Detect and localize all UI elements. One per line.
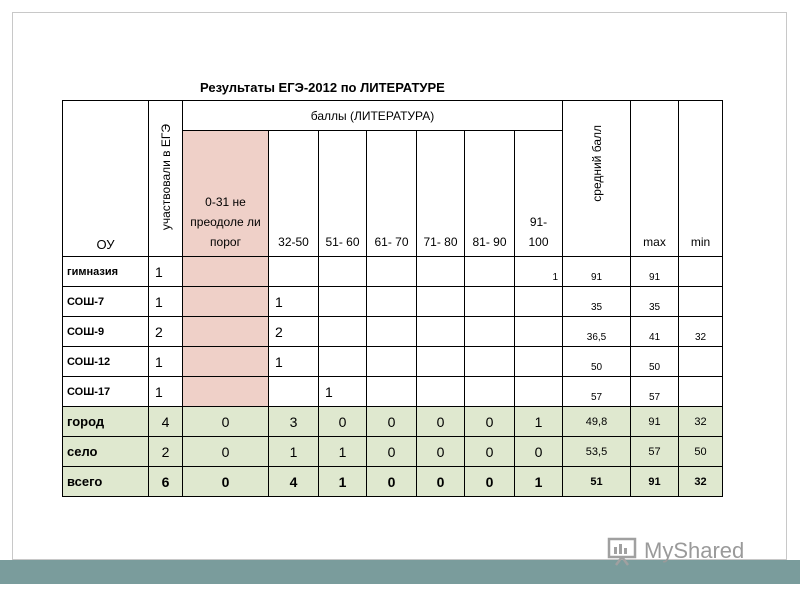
cell-max: 35 xyxy=(631,287,679,317)
row-participated: 2 xyxy=(149,437,183,467)
summary-row xyxy=(63,437,723,467)
cell-range-2: 1 xyxy=(319,467,367,497)
summary-row xyxy=(63,407,723,437)
header-min: min xyxy=(679,101,723,257)
cell-range-4: 0 xyxy=(417,407,465,437)
cell-min: 32 xyxy=(679,317,723,347)
cell-range-0 xyxy=(183,377,269,407)
cell-avg: 57 xyxy=(563,377,631,407)
row-participated: 6 xyxy=(149,467,183,497)
cell-range-6: 1 xyxy=(515,467,563,497)
cell-avg: 35 xyxy=(563,287,631,317)
cell-range-6 xyxy=(515,347,563,377)
cell-max: 41 xyxy=(631,317,679,347)
cell-avg: 51 xyxy=(563,467,631,497)
cell-range-4 xyxy=(417,317,465,347)
cell-avg: 36,5 xyxy=(563,317,631,347)
table-row xyxy=(63,317,723,347)
cell-range-4: 0 xyxy=(417,467,465,497)
cell-min xyxy=(679,287,723,317)
header-ou: ОУ xyxy=(63,101,149,257)
table-title: Результаты ЕГЭ-2012 по ЛИТЕРАТУРЕ xyxy=(200,80,445,95)
cell-range-5 xyxy=(465,377,515,407)
row-participated: 2 xyxy=(149,317,183,347)
cell-min: 32 xyxy=(679,467,723,497)
cell-range-2: 1 xyxy=(319,437,367,467)
header-max: max xyxy=(631,101,679,257)
cell-range-5: 0 xyxy=(465,467,515,497)
header-participated: участвовали в ЕГЭ xyxy=(149,101,183,257)
cell-range-1: 3 xyxy=(269,407,319,437)
header-range-5: 81- 90 xyxy=(465,131,515,257)
cell-range-1 xyxy=(269,257,319,287)
cell-range-2: 0 xyxy=(319,407,367,437)
cell-range-6: 1 xyxy=(515,407,563,437)
cell-range-1: 1 xyxy=(269,437,319,467)
cell-range-5 xyxy=(465,317,515,347)
cell-range-5 xyxy=(465,287,515,317)
header-range-4: 71- 80 xyxy=(417,131,465,257)
cell-range-0 xyxy=(183,347,269,377)
cell-range-3 xyxy=(367,317,417,347)
header-avg: средний балл xyxy=(563,101,631,257)
header-range-1: 32-50 xyxy=(269,131,319,257)
row-name: СОШ-9 xyxy=(63,317,149,347)
cell-range-6 xyxy=(515,317,563,347)
row-participated: 1 xyxy=(149,347,183,377)
row-participated: 1 xyxy=(149,377,183,407)
presentation-icon xyxy=(606,536,640,566)
row-name: СОШ-17 xyxy=(63,377,149,407)
cell-range-2 xyxy=(319,347,367,377)
cell-range-3 xyxy=(367,347,417,377)
cell-range-2 xyxy=(319,287,367,317)
cell-range-4 xyxy=(417,377,465,407)
cell-range-5: 0 xyxy=(465,407,515,437)
cell-range-1 xyxy=(269,377,319,407)
header-scores-group: баллы (ЛИТЕРАТУРА) xyxy=(183,101,563,131)
header-range-0: 0-31 не преодоле ли порог xyxy=(183,131,269,257)
cell-range-2 xyxy=(319,317,367,347)
cell-max: 91 xyxy=(631,467,679,497)
cell-avg: 91 xyxy=(563,257,631,287)
cell-min xyxy=(679,347,723,377)
table-row xyxy=(63,257,723,287)
table-row xyxy=(63,287,723,317)
cell-min: 50 xyxy=(679,437,723,467)
header-range-2: 51- 60 xyxy=(319,131,367,257)
cell-range-1: 1 xyxy=(269,287,319,317)
cell-range-0 xyxy=(183,257,269,287)
row-participated: 1 xyxy=(149,257,183,287)
cell-range-1: 2 xyxy=(269,317,319,347)
row-name: город xyxy=(63,407,149,437)
cell-range-3 xyxy=(367,287,417,317)
cell-range-5: 0 xyxy=(465,437,515,467)
cell-avg: 50 xyxy=(563,347,631,377)
cell-range-6 xyxy=(515,377,563,407)
logo-text: MyShared xyxy=(644,538,745,563)
header-range-3: 61- 70 xyxy=(367,131,417,257)
row-name: СОШ-7 xyxy=(63,287,149,317)
summary-row xyxy=(63,467,723,497)
cell-max: 91 xyxy=(631,257,679,287)
cell-range-2: 1 xyxy=(319,377,367,407)
cell-min xyxy=(679,257,723,287)
cell-range-6: 0 xyxy=(515,437,563,467)
cell-max: 50 xyxy=(631,347,679,377)
cell-range-4: 0 xyxy=(417,437,465,467)
row-name: гимназия xyxy=(63,257,149,287)
table-row xyxy=(63,377,723,407)
cell-range-6: 1 xyxy=(515,257,563,287)
myshared-logo[interactable] xyxy=(606,536,744,566)
row-name: СОШ-12 xyxy=(63,347,149,377)
row-participated: 1 xyxy=(149,287,183,317)
cell-range-2 xyxy=(319,257,367,287)
cell-max: 57 xyxy=(631,437,679,467)
row-name: всего xyxy=(63,467,149,497)
cell-range-6 xyxy=(515,287,563,317)
cell-min: 32 xyxy=(679,407,723,437)
cell-range-4 xyxy=(417,347,465,377)
cell-range-0: 0 xyxy=(183,407,269,437)
row-participated: 4 xyxy=(149,407,183,437)
cell-range-3 xyxy=(367,257,417,287)
cell-range-5 xyxy=(465,347,515,377)
cell-max: 57 xyxy=(631,377,679,407)
cell-range-1: 4 xyxy=(269,467,319,497)
cell-min xyxy=(679,377,723,407)
cell-range-0: 0 xyxy=(183,467,269,497)
cell-range-0 xyxy=(183,317,269,347)
header-range-6: 91- 100 xyxy=(515,131,563,257)
cell-range-1: 1 xyxy=(269,347,319,377)
cell-range-4 xyxy=(417,287,465,317)
table-row xyxy=(63,347,723,377)
results-table xyxy=(62,100,723,497)
cell-range-3: 0 xyxy=(367,407,417,437)
cell-range-0: 0 xyxy=(183,437,269,467)
cell-max: 91 xyxy=(631,407,679,437)
cell-range-0 xyxy=(183,287,269,317)
row-name: село xyxy=(63,437,149,467)
cell-range-3 xyxy=(367,377,417,407)
cell-range-3: 0 xyxy=(367,467,417,497)
cell-range-3: 0 xyxy=(367,437,417,467)
cell-range-4 xyxy=(417,257,465,287)
cell-avg: 53,5 xyxy=(563,437,631,467)
cell-avg: 49,8 xyxy=(563,407,631,437)
cell-range-5 xyxy=(465,257,515,287)
